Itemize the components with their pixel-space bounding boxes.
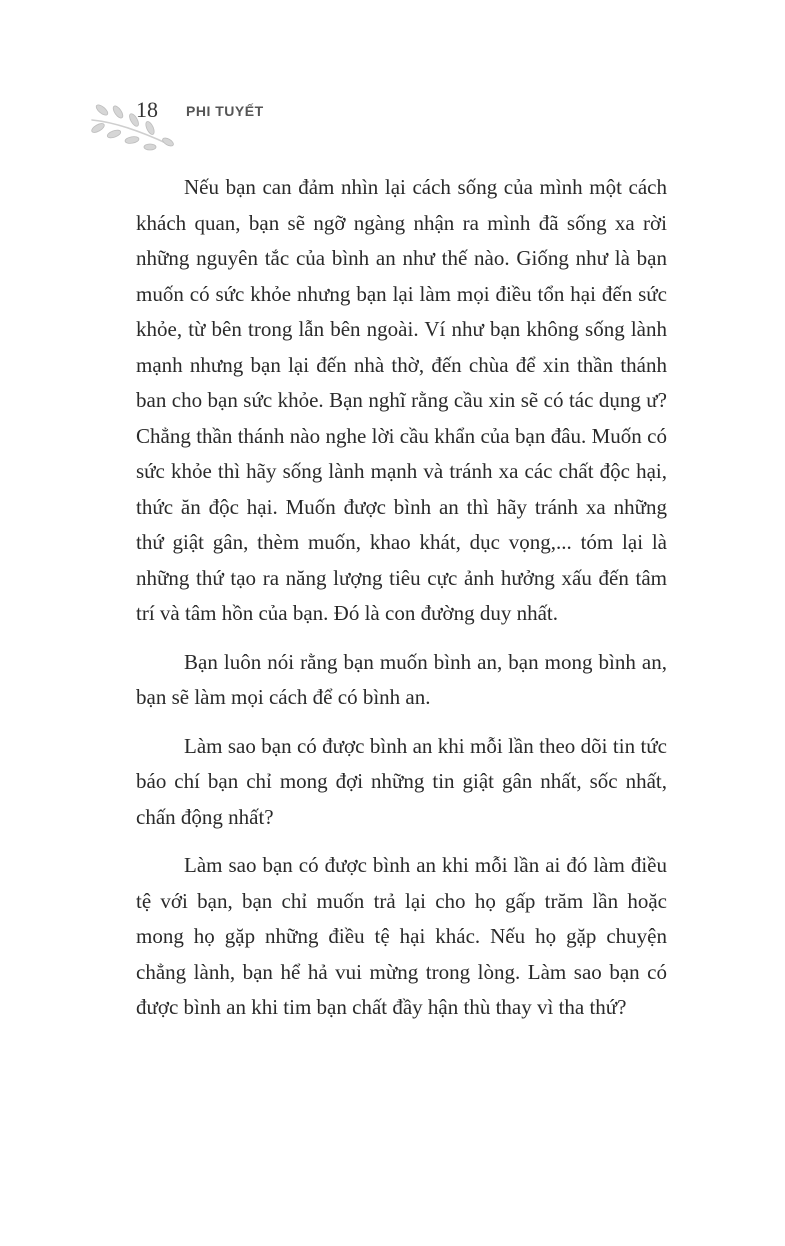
paragraph: Nếu bạn can đảm nhìn lại cách sống của mình một cách khách quan, bạn sẽ ngỡ ngàng nhận ra mình đã sống xa rời những nguyên tắc của bình an như thế nào. Giống như là bạn muốn có sức khỏe nhưng bạn lại làm mọi điều tổn hại đến sức khỏe, từ bên trong lẫn bên ngoài. Ví như bạn không sống lành mạnh nhưng bạn lại đến nhà thờ, đến chùa để xin thần thánh ban cho bạn sức khỏe. Bạn nghĩ rằng cầu xin sẽ có tác dụng ư? Chẳng thần thánh nào nghe lời cầu khẩn của bạn đâu. Muốn có sức khỏe thì hãy sống lành mạnh và tránh xa các chất độc hại, thức ăn độc hại. Muốn được bình an thì hãy tránh xa những thứ giật gân, thèm muốn, khao khát, dục vọng,... tóm lại là những thứ tạo ra năng lượng tiêu cực ảnh hưởng xấu đến tâm trí và tâm hồn của bạn. Đó là con đường duy nhất. — [136, 175, 667, 625]
page-header — [88, 92, 388, 152]
leaf-branch-icon — [88, 92, 178, 152]
paragraph: Làm sao bạn có được bình an khi mỗi lần theo dõi tin tức báo chí bạn chỉ mong đợi những tin giật gân nhất, sốc nhất, chấn động nhất? — [136, 733, 667, 829]
body-text — [136, 170, 667, 1039]
running-head-author: PHI TUYẾT — [186, 103, 264, 119]
paragraph: Bạn luôn nói rằng bạn muốn bình an, bạn mong bình an, bạn sẽ làm mọi cách để có bình an. — [136, 649, 667, 709]
paragraph: Làm sao bạn có được bình an khi mỗi lần ai đó làm điều tệ với bạn, bạn chỉ muốn trả lại cho họ gấp trăm lần hoặc mong họ gặp những điều tệ hại khác. Nếu họ gặp chuyện chẳng lành, bạn hể hả vui mừng trong lòng. Làm sao bạn có được bình an khi tim bạn chất đầy hận thù thay vì tha thứ? — [136, 853, 667, 1019]
page-number: 18 — [136, 97, 158, 122]
